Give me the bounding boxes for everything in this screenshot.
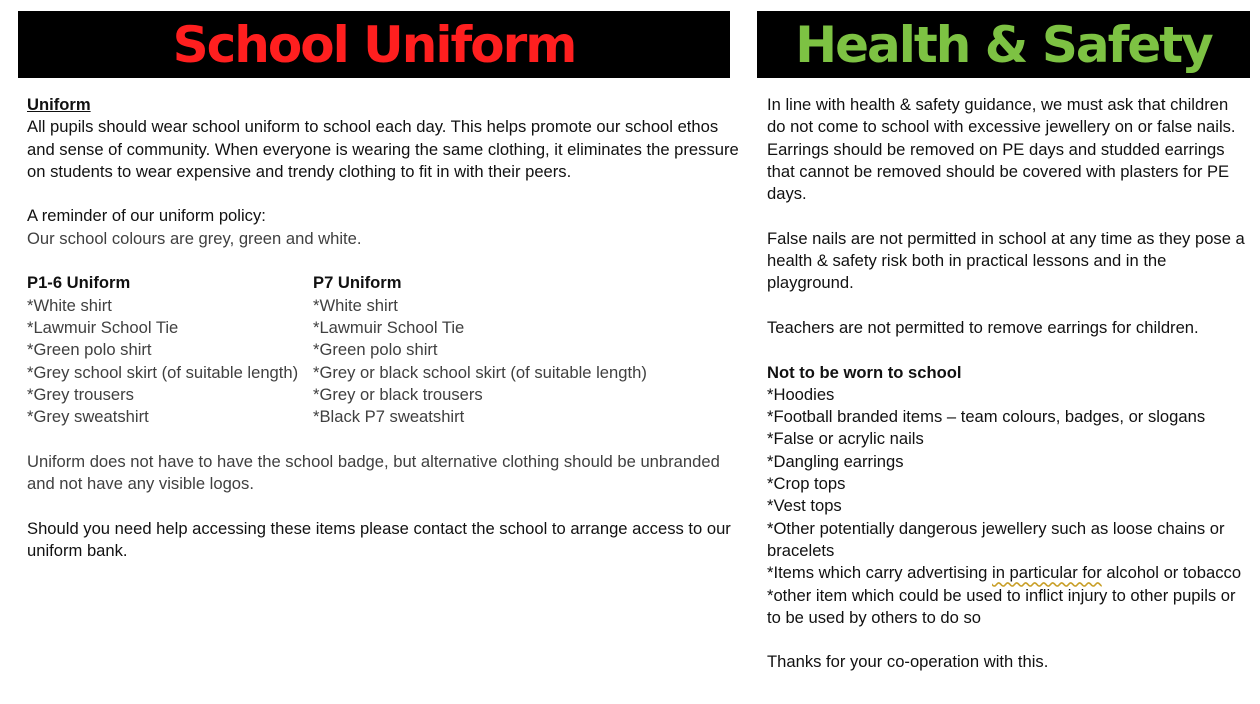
p7-title: P7 Uniform [313, 273, 402, 293]
list-item: *False or acrylic nails [767, 429, 924, 449]
not-worn-list [767, 384, 1247, 629]
health-safety-banner [757, 11, 1250, 78]
list-item: *Lawmuir School Tie [27, 317, 179, 337]
false-nails-note: False nails are not permitted in school at any time as they pose a health & safety risk both in practical lessons and in the playground. [767, 228, 1245, 293]
list-item-advertising [767, 562, 1247, 584]
thanks-note: Thanks for your co-operation with this. [767, 652, 1049, 672]
badge-note: Uniform does not have to have the school badge, but alternative clothing should be unbranded and not have any visible logos. [27, 451, 720, 494]
p1-6-uniform-list [27, 272, 313, 428]
list-item: *Grey or black school skirt (of suitable length) [313, 362, 647, 382]
health-safety-title: Health & Safety [795, 15, 1212, 74]
health-safety-section [767, 94, 1247, 674]
flagged-phrase: in particular for [992, 563, 1102, 583]
uniform-heading: Uniform [27, 95, 91, 114]
safety-intro: In line with health & safety guidance, we must ask that children do not come to school with excessive jewellery on or false nails. Earrings should be removed on PE days and studded earrings that cannot be removed should be covered with plasters for PE days. [767, 95, 1236, 204]
p1-6-title: P1-6 Uniform [27, 273, 131, 293]
uniform-reminder: A reminder of our uniform policy: [27, 206, 266, 226]
school-uniform-banner [18, 11, 730, 78]
list-item: *Green polo shirt [27, 340, 152, 360]
list-item: *Grey school skirt (of suitable length) [27, 362, 299, 382]
list-item: *Vest tops [767, 496, 842, 516]
not-worn-title: Not to be worn to school [767, 362, 962, 382]
list-item: *Grey sweatshirt [27, 407, 149, 427]
list-item: *White shirt [313, 295, 398, 315]
list-item: *Lawmuir School Tie [313, 317, 465, 337]
list-item: *White shirt [27, 295, 112, 315]
list-item: *Crop tops [767, 474, 846, 494]
uniform-lists [27, 272, 739, 428]
p7-uniform-list [313, 272, 647, 428]
list-item: *Other potentially dangerous jewellery such as loose chains or bracelets [767, 518, 1225, 560]
uniform-section [27, 94, 739, 562]
uniform-intro: All pupils should wear school uniform to school each day. This helps promote our school ethos and sense of community. When everyone is wearing the same clothing, it eliminates the pressure on students to wear expensive and trendy clothing to fit in with their peers. [27, 117, 739, 181]
list-item: *Football branded items – team colours, badges, or slogans [767, 407, 1206, 427]
list-item: *Black P7 sweatshirt [313, 407, 465, 427]
list-item: *other item which could be used to inflict injury to other pupils or to be used by others to do so [767, 585, 1236, 627]
advert-text: alcohol or tobacco [1101, 563, 1242, 583]
list-item: *Dangling earrings [767, 451, 904, 471]
list-item: *Hoodies [767, 384, 835, 404]
list-item: *Green polo shirt [313, 340, 438, 360]
school-uniform-title: School Uniform [172, 15, 576, 74]
earrings-note: Teachers are not permitted to remove earrings for children. [767, 317, 1199, 337]
school-colours: Our school colours are grey, green and white. [27, 228, 362, 248]
list-item: *Grey or black trousers [313, 384, 483, 404]
advert-text: *Items which carry advertising [767, 563, 993, 583]
uniform-bank-note: Should you need help accessing these items please contact the school to arrange access to our uniform bank. [27, 518, 731, 560]
list-item: *Grey trousers [27, 384, 134, 404]
